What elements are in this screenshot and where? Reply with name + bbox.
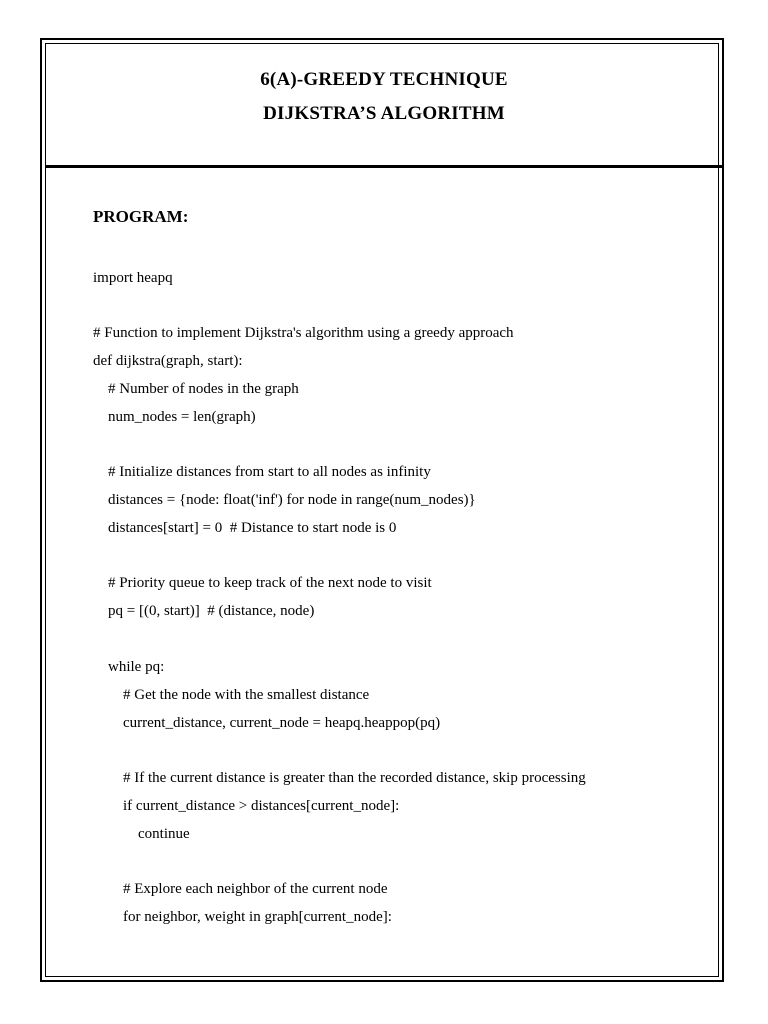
code-line: # Priority queue to keep track of the next node to visit [93, 575, 432, 591]
code-line: current_distance, current_node = heapq.heappop(pq) [93, 715, 441, 731]
code-line: # Number of nodes in the graph [93, 381, 299, 397]
page-title: 6(A)-GREEDY TECHNIQUE [260, 69, 508, 90]
code-line: def dijkstra(graph, start): [93, 353, 243, 369]
code-line: distances[start] = 0 # Distance to start node is 0 [93, 520, 397, 536]
page-subtitle: DIJKSTRA’S ALGORITHM [263, 103, 505, 124]
code-line: pq = [(0, start)] # (distance, node) [93, 603, 315, 619]
code-line: # Get the node with the smallest distance [93, 687, 370, 703]
code-line: for neighbor, weight in graph[current_node]: [93, 909, 392, 925]
code-line: # Initialize distances from start to all nodes as infinity [93, 464, 431, 480]
section-heading: PROGRAM: [93, 207, 189, 226]
code-line: import heapq [93, 270, 173, 286]
code-line: if current_distance > distances[current_node]: [93, 798, 400, 814]
code-line: # If the current distance is greater than the recorded distance, skip processing [93, 770, 586, 786]
code-line: # Explore each neighbor of the current node [93, 881, 388, 897]
header-divider [45, 165, 722, 168]
code-line: while pq: [93, 659, 165, 675]
code-line: num_nodes = len(graph) [93, 409, 256, 425]
code-line: continue [93, 826, 190, 842]
code-line: distances = {node: float('inf') for node in range(num_nodes)} [93, 492, 476, 508]
code-line: # Function to implement Dijkstra's algorithm using a greedy approach [93, 325, 514, 341]
